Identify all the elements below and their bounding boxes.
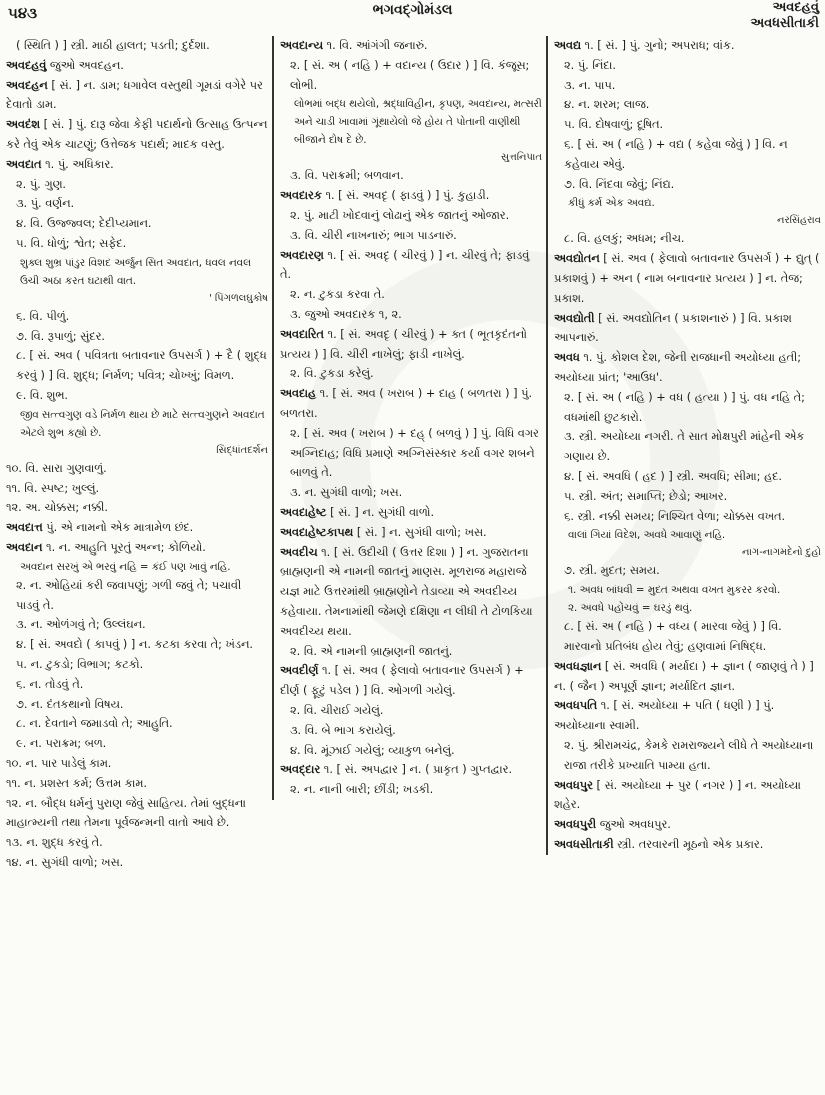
citation-source bbox=[554, 212, 821, 229]
sense-line bbox=[280, 364, 542, 384]
headword: અવદીર્ણ bbox=[280, 664, 319, 678]
sense-line bbox=[554, 561, 821, 581]
definition-text: ૫. ન. ટુકડો; વિભાગ; કટકો. bbox=[16, 657, 144, 671]
sense-line bbox=[280, 424, 542, 483]
dictionary-entry bbox=[554, 249, 821, 308]
sense-line bbox=[6, 576, 268, 616]
definition-text: ૧. [ સં. અવદૃ ( ફાડવું ) ] પું. કુહાડી. bbox=[321, 189, 490, 203]
headword: અવદ્ય bbox=[554, 39, 581, 52]
sense-line bbox=[6, 695, 268, 715]
definition-text: ૬. [ સં. અ ( નહિ ) + વદ્ય ( કહેવા જેવું ) ] વિ. ન કહેવાય એવું. bbox=[564, 137, 788, 171]
sense-line bbox=[6, 754, 268, 774]
definition-text: ૨. અવધે પહોંચવું = ઘરડું થવું. bbox=[568, 602, 693, 615]
headword: અવધપુર bbox=[554, 778, 593, 792]
definition-text: ૫. વિ. ધોળું; શ્વેત; સફેદ. bbox=[16, 236, 127, 250]
definition-text: [ સં. અવદ્યોતિન ( પ્રકાશનારું ) ] વિ. પ્રકાશ આપનારું. bbox=[554, 311, 792, 345]
dictionary-entry bbox=[280, 246, 542, 286]
headword: અવધ bbox=[554, 351, 580, 365]
sense-line bbox=[554, 115, 821, 135]
definition-text: ૧૦. વિ. સારા ગુણવાળું. bbox=[6, 461, 107, 475]
definition-text: ૭. વિ. નિંદવા જેવું; નિંદ્ય. bbox=[564, 177, 675, 191]
sense-line bbox=[554, 95, 821, 115]
column-2 bbox=[272, 36, 546, 800]
definition-text: ૩. પું. વર્ણન. bbox=[16, 197, 75, 211]
definition-text: ૨. પું. માટી ખોદવાનું લોઢાનું એક જાતનું ઓજાર. bbox=[290, 208, 510, 222]
definition-text: ૭. વિ. રૂપાળું; સુંદર. bbox=[16, 329, 106, 343]
definition-text: ૮. વિ. હલકું; અધમ; નીચ. bbox=[564, 232, 685, 246]
definition-text: ૧. [ સં. અવ ( ફેલાવો બતાવનાર ઉપસર્ગ ) + દીર્ણ ( ફૂટું પડેલ ) ] વિ. ઓગળી ગયેલું. bbox=[280, 664, 524, 698]
definition-text: ૩. ન. સુગંધી વાળો; ખસ. bbox=[290, 486, 403, 500]
sense-line bbox=[6, 675, 268, 695]
headword: અવદારક bbox=[280, 189, 322, 203]
definition-text: નરસિંહરાવ bbox=[777, 215, 821, 227]
citation-quote bbox=[6, 406, 268, 442]
headword: અવદ્યોતી bbox=[554, 311, 595, 325]
sense-line bbox=[6, 714, 268, 734]
definition-text: ૧. પું. અધિકાર. bbox=[41, 157, 114, 171]
definition-text: ૧. [ સં. ઉદીચી ( ઉત્તર દિશા ) ] ન. ગુજરાતના બ્રાહ્મણની એ નામની જાતનું માણસ. મૂળરાજ મહારાજે યજ્ઞ માટે ઉત્તરમાંથી બ્રાહ્મણોને તેડાવ્યા એ અવદીચ્ય કહેવાયા. તેમનામાંથી જેમણે દક્ષિણા ન લીધી તે ટોળકિયા અવદીચ્ય થયા. bbox=[280, 545, 533, 638]
headword: અવદારિત bbox=[280, 327, 324, 341]
sense-line bbox=[280, 226, 542, 246]
sense-line bbox=[280, 483, 542, 503]
definition-text: ૨. પું. નિંદા. bbox=[564, 58, 616, 72]
dictionary-entry bbox=[6, 155, 268, 175]
column-1 bbox=[0, 36, 272, 873]
sense-line bbox=[280, 206, 542, 226]
dictionary-entry bbox=[554, 309, 821, 349]
definition-text: ૧. [ સં. ] પું. ગુનો; અપરાધ; વાંક. bbox=[580, 39, 735, 52]
headword: અવદાન્ય bbox=[280, 39, 323, 52]
dictionary-entry bbox=[554, 657, 821, 697]
headword: અવદાત bbox=[6, 157, 42, 171]
definition-text: ૨. વિ. ટુકડા કરેલું. bbox=[290, 367, 374, 381]
page-header bbox=[0, 0, 825, 36]
book-title: ભગવદ્ગોમંડલ bbox=[372, 2, 453, 18]
definition-text: ' પિંગળલઘુકોષ bbox=[208, 292, 268, 304]
dictionary-entry bbox=[554, 348, 821, 388]
definition-text: ૭. સ્ત્રી. મુદત; સમય. bbox=[564, 564, 660, 578]
sense-line bbox=[554, 76, 821, 96]
definition-text: ૮. [ સં. અવ ( પવિત્રતા બતાવનાર ઉપસર્ગ ) + દૈ ( શુદ્ધ કરવું ) ] વિ. શુદ્ધ; નિર્મળ; પવિત્ર; ચોખ્ખું; વિમળ. bbox=[16, 349, 267, 383]
definition-text: [ સં. અવ ( ફેલાવો બતાવનાર ઉપસર્ગ ) + દ્યુત્ ( પ્રકાશવું ) + અન ( નામ બનાવનાર પ્રત્યય ) ] ન. તેજ; પ્રકાશ. bbox=[554, 252, 820, 305]
definition-text: ૩. વિ. બે ભાગ કરાયેલું. bbox=[290, 723, 396, 737]
citation-quote bbox=[554, 599, 821, 617]
definition-text: ૭. ન. દંતકથાનો વિષય. bbox=[16, 697, 124, 711]
sense-line bbox=[6, 655, 268, 675]
definition-text: ૧. અવધ બાંધવી = મુદત અથવા વખત મુકરર કરવો. bbox=[568, 584, 781, 597]
definition-text: ૩. વિ. પરાક્રમી; બળવાન. bbox=[290, 169, 404, 183]
headword: અવદાહેષ્ટકાપથ bbox=[280, 525, 354, 539]
definition-text: [ સં. ] ન. ડામ; ધગાવેલ વસ્તુથી ગૂમડાં વગેરે પર દેવાતો ડામ. bbox=[6, 78, 263, 112]
sense-line bbox=[6, 214, 268, 234]
definition-text: ૪. ન. શરમ; લાજ. bbox=[564, 98, 650, 112]
definition-text: ૪. [ સં. અવદો ( કાપવું ) ] ન. કટકા કરવા તે; ખંડન. bbox=[16, 638, 253, 652]
dictionary-entry bbox=[280, 543, 542, 642]
definition-text: ૨. પું. શ્રીરામચંદ્ર, કેમકે રામરાજ્યને લીધે તે અયોધ્યાના રાજા તરીકે પ્રખ્યાતિ પામ્યા હતા. bbox=[564, 738, 814, 772]
sense-line bbox=[6, 498, 268, 518]
sense-line bbox=[280, 780, 542, 800]
definition-text: ૩. જુઓ અવદારક ૧, ૨. bbox=[290, 307, 402, 321]
sense-line bbox=[6, 479, 268, 499]
dictionary-entry bbox=[6, 115, 268, 155]
headword: અવદ્યોતન bbox=[554, 252, 600, 266]
citation-quote bbox=[280, 95, 542, 149]
definition-text: જુઓ અવદહન. bbox=[46, 58, 124, 72]
citation-quote bbox=[554, 581, 821, 599]
definition-text: ૮. [ સં. અ ( નહિ ) + વધ્ય ( મારવા જેવું ) ] વિ. મારવાનો પ્રતિબંધ હોય તેવું; હણવામાં નિષિદ્ધ. bbox=[564, 620, 782, 653]
headword: અવદાહેષ્ટ bbox=[280, 505, 327, 519]
page-number: ૫૪૩ bbox=[8, 4, 38, 22]
definition-text: સુત્તનિપાત bbox=[500, 152, 542, 164]
dictionary-entry bbox=[280, 661, 542, 701]
definition-text: [ સં. અયોધ્યા + પુર ( નગર ) ] ન. અયોધ્યા શહેર. bbox=[554, 778, 801, 812]
definition-text: જીવ સત્ત્વગુણ વડે નિર્મળ થાય છે માટે સત્ત્વગુણને અવદાત એટલે શુભ કહ્યો છે. bbox=[20, 408, 265, 439]
sense-line bbox=[554, 617, 821, 657]
sense-line bbox=[6, 346, 268, 386]
headword: અવદાત્ત bbox=[6, 521, 43, 535]
sense-line bbox=[6, 833, 268, 853]
definition-text: ૯. ન. પરાક્રમ; બળ. bbox=[16, 737, 107, 751]
headword: અવદંશ bbox=[6, 118, 40, 132]
definition-text: શુક્લ શુભ્ર પાંડુર વિશદ અર્જુન સિત અવદાત, ધવલ નવલ ઉચી અઠા કરત ઘટાથી વાત. bbox=[20, 256, 251, 287]
definition-text: અવદાન સરખું એ ભરવું નહિ = કંઈ પણ ખાવું નહિ. bbox=[20, 560, 231, 573]
citation-quote bbox=[554, 194, 821, 212]
sense-line bbox=[6, 194, 268, 214]
sense-line bbox=[280, 701, 542, 721]
definition-text: ૬. સ્ત્રી. નક્કી સમય; નિશ્ચિત વેળા; ચોક્કસ વખત. bbox=[564, 509, 786, 523]
dictionary-entry bbox=[280, 186, 542, 206]
sense-line bbox=[6, 175, 268, 195]
sense-line bbox=[6, 459, 268, 479]
sense-line bbox=[6, 794, 268, 834]
definition-text: ૧૪. ન. સુગંધી વાળો; ખસ. bbox=[6, 855, 124, 869]
headword: અવદહવું bbox=[6, 58, 47, 72]
headword: અવધસીતાકી bbox=[554, 837, 614, 851]
headword: અવધજ્ઞાન bbox=[554, 659, 602, 673]
definition-text: ૫. સ્ત્રી. અંત; સમાપ્તિ; છેડો; આખર. bbox=[564, 489, 728, 503]
definition-text: ૧૨. અ. ચોક્કસ; નક્કી. bbox=[6, 501, 109, 515]
headword: અવધપતિ bbox=[554, 699, 598, 713]
definition-text: ૨. ન. ટુકડા કરવા તે. bbox=[290, 288, 385, 302]
sense-line bbox=[280, 56, 542, 96]
dictionary-entry bbox=[554, 776, 821, 816]
sense-line bbox=[554, 135, 821, 175]
definition-text: ૨. પું. ગુણ. bbox=[16, 177, 67, 191]
guide-words bbox=[750, 0, 819, 32]
definition-text: [ સં. ] ન. સુગંધી વાળો; ખસ. bbox=[353, 525, 487, 539]
definition-text: કીધું કર્મ એક અવદ્ય. bbox=[568, 197, 655, 210]
sense-line bbox=[6, 853, 268, 873]
definition-text: ૫. વિ. દોષવાળું; દૂષિત. bbox=[564, 118, 664, 132]
definition-text: ૧૩. ન. શુદ્ધ કરવું તે. bbox=[6, 836, 103, 850]
definition-text: ૮. ન. દેવતાને જમાડવો તે; આહુતિ. bbox=[16, 717, 173, 731]
sense-line bbox=[6, 635, 268, 655]
dictionary-entry bbox=[6, 56, 268, 76]
headword: અવદહન bbox=[6, 78, 48, 92]
sense-line bbox=[280, 166, 542, 186]
definition-text: ૧૦. ન. પાર પાડેલું કામ. bbox=[6, 756, 112, 770]
definition-text: ૧. [ સં. અયોધ્યા + પતિ ( ધણી ) ] પું. અયોધ્યાના સ્વામી. bbox=[554, 699, 775, 733]
dictionary-entry bbox=[6, 76, 268, 116]
dictionary-entry bbox=[554, 696, 821, 736]
citation-source bbox=[6, 290, 268, 307]
sense-line bbox=[554, 388, 821, 428]
sense-line bbox=[6, 234, 268, 254]
dictionary-columns bbox=[0, 36, 825, 1095]
definition-text: ૧. [ સં. અવદૃ ( ચીરવું ) + ક્ત ( ભૂતકૃદંતનો પ્રત્યય ) ] વિ. ચીરી નાખેલું; ફાડી નાખેલું. bbox=[280, 327, 527, 361]
sense-line bbox=[6, 307, 268, 327]
headword: અવધપુરી bbox=[554, 818, 597, 832]
sense-line bbox=[554, 487, 821, 507]
sense-line bbox=[554, 467, 821, 487]
definition-text: ૪. [ સં. અવધિ ( હદ ) ] સ્ત્રી. અવધિ; સીમા; હદ. bbox=[564, 469, 783, 483]
definition-text: લોભમાં બદ્ધ થયેલો, શ્રદ્ધાવિહીન, કૃપણ, અવદાન્ય, મત્સરી અને ચાડી ખાવામાં ગૂંથાયેલો જે હોય તે પોતાની વાણીથી બીજાને દોષ દે છે. bbox=[294, 98, 542, 147]
definition-text: ૧. પું. કોશલ દેશ, જેની રાજધાની અયોધ્યા હતી; અયોધ્યા પ્રાંત; 'આઉધ'. bbox=[554, 351, 802, 384]
definition-text: ૩. સ્ત્રી. અયોધ્યા નગરી. તે સાત મોક્ષપુરી માંહેની એક ગણાય છે. bbox=[564, 430, 805, 464]
dictionary-entry bbox=[280, 384, 542, 424]
definition-text: ૨. [ સં. અ ( નહિ ) + વદાન્ય ( ઉદાર ) ] વિ. કંજૂસ; લોભી. bbox=[290, 58, 530, 92]
dictionary-entry bbox=[554, 835, 821, 855]
sense-line bbox=[6, 615, 268, 635]
definition-text: ૨. ન. નાની બારી; છીંડી; ખડકી. bbox=[290, 783, 434, 797]
definition-text: સ્ત્રી. તરવારની મૂઠનો એક પ્રકાર. bbox=[613, 837, 764, 851]
definition-text: ૨. ન. ઓહિયાં કરી જવાપણું; ગળી જવું તે; પચાવી પાડવું તે. bbox=[16, 578, 242, 612]
definition-text: ૧. [ સં. અવ ( ખરાબ ) + દાહ ( બળતરા ) ] પું. બળતરા. bbox=[280, 387, 533, 420]
sense-line bbox=[6, 774, 268, 794]
headword: અવદાહ bbox=[280, 387, 317, 401]
definition-text: ૨. [ સં. અ ( નહિ ) + વધ ( હત્યા ) ] પું. વધ નહિ તે; વધમાંથી છુટકારો. bbox=[564, 390, 805, 424]
definition-text: પું. એ નામનો એક માત્રામેળ છંદ. bbox=[42, 521, 194, 535]
sense-line bbox=[554, 56, 821, 76]
definition-text: ૪. વિ. મૂંઝાઈ ગયેલું; વ્યાકુળ બનેલું. bbox=[290, 743, 455, 757]
sense-line bbox=[554, 507, 821, 527]
definition-text: ૯. વિ. શુભ. bbox=[16, 388, 68, 402]
definition-text: ૧. [ સં. અપદ્વાર ] ન. ( પ્રાકૃત ) ગુપ્તદ્વાર. bbox=[320, 763, 513, 777]
dictionary-entry bbox=[280, 325, 542, 365]
sense-line bbox=[280, 721, 542, 741]
sense-line bbox=[280, 285, 542, 305]
dictionary-entry bbox=[280, 523, 542, 543]
definition-text: વાલાં ગિયાં વિદેશ, અવધે આવાણું નહિ. bbox=[568, 529, 726, 542]
headword: અવદાન bbox=[6, 540, 43, 554]
definition-text: ૨. વિ. ચીરાઈ ગયેલું. bbox=[290, 703, 384, 717]
definition-text: ૧૨. ન. બૌદ્ધ ધર્મનું પુરાણ જેવું સાહિત્ય. તેમાં બુદ્ધના માહાત્મ્યની તથા તેમના પૂર્વજન્મની વાતો આવે છે. bbox=[6, 796, 246, 830]
citation-quote bbox=[6, 254, 268, 290]
citation-source bbox=[554, 544, 821, 561]
dictionary-entry bbox=[280, 36, 542, 56]
definition-text: સિદ્ધાંતદર્શન bbox=[216, 444, 268, 456]
citation-quote bbox=[554, 526, 821, 544]
sense-line bbox=[6, 36, 268, 56]
headword: અવદીચ bbox=[280, 545, 318, 559]
sense-line bbox=[6, 386, 268, 406]
sense-line bbox=[280, 741, 542, 761]
definition-text: ૬. ન. તોડવું તે. bbox=[16, 677, 84, 691]
definition-text: [ સં. ] ન. સુગંધી વાળો. bbox=[326, 505, 435, 519]
guide-word-last: અવધસીતાકી bbox=[750, 16, 819, 31]
sense-line bbox=[554, 427, 821, 467]
sense-line bbox=[554, 229, 821, 249]
dictionary-entry bbox=[554, 36, 821, 56]
headword: અવદારણ bbox=[280, 248, 324, 262]
headword: અવદ્દાર bbox=[280, 763, 321, 777]
definition-text: નાગ-નાગમદેનો દુહો bbox=[742, 547, 821, 559]
definition-text: ૩. ન. પાપ. bbox=[564, 78, 616, 92]
definition-text: ૬. વિ. પીળું. bbox=[16, 309, 70, 323]
definition-text: ૩. વિ. ચીરી નાખનારું; ભાગ પાડનારું. bbox=[290, 228, 457, 242]
citation-quote bbox=[6, 558, 268, 576]
definition-text: ૧. વિ. આંગંગી જનારું. bbox=[322, 39, 428, 52]
column-3 bbox=[546, 36, 825, 855]
sense-line bbox=[6, 734, 268, 754]
definition-text: ૩. ન. ઓળંગવું તે; ઉલ્લંઘન. bbox=[16, 618, 146, 632]
sense-line bbox=[554, 736, 821, 776]
definition-text: જુઓ અવધપુર. bbox=[596, 818, 671, 832]
definition-text: ૧૧. ન. પ્રશસ્ત કર્મ; ઉત્તમ કામ. bbox=[6, 776, 147, 790]
citation-source bbox=[6, 442, 268, 459]
sense-line bbox=[554, 175, 821, 195]
sense-line bbox=[280, 305, 542, 325]
guide-word-first: અવદહવું bbox=[772, 0, 819, 15]
dictionary-entry bbox=[280, 760, 542, 780]
definition-text: ૨. વિ. એ નામની બ્રાહ્મણની જાતનું. bbox=[290, 644, 453, 658]
definition-text: [ સં. અવધિ ( મર્યાદા ) + જ્ઞાન ( જાણવું તે ) ] ન. ( જૈન ) અપૂર્ણ જ્ઞાન; મર્યાદિત જ્ઞાન. bbox=[554, 659, 814, 693]
definition-text: ૧. [ સં. અવદૃ ( ચીરવું ) ] ન. ચીરવું તે; ફાડવું તે. bbox=[280, 248, 530, 282]
dictionary-entry bbox=[6, 538, 268, 558]
sense-line bbox=[280, 642, 542, 662]
citation-source bbox=[280, 149, 542, 166]
dictionary-entry bbox=[554, 815, 821, 835]
dictionary-entry bbox=[280, 503, 542, 523]
definition-text: ૨. [ સં. અવ ( ખરાબ ) + દહ્ ( બળવું ) ] પું. વિધિ વગર અગ્નિદાહ; વિધિ પ્રમાણે અગ્નિસંસ્કાર કર્યા વગર શબને બાળવું તે. bbox=[290, 426, 539, 480]
sense-line bbox=[6, 327, 268, 347]
definition-text: [ સં. ] પું. દારૂ જેવા કેફી પદાર્થનો ઉત્સાહ ઉત્પન્ન કરે તેવું એક ચાટણું; ઉત્તેજક પદાર્થ; માદક વસ્તુ. bbox=[6, 118, 268, 151]
definition-text: ૪. વિ. ઉજ્જ્વલ; દેદીપ્યમાન. bbox=[16, 217, 152, 231]
definition-text: ( સ્થિતિ ) ] સ્ત્રી. માઠી હાલત; પડતી; દુર્દશા. bbox=[16, 39, 210, 52]
definition-text: ૧૧. વિ. સ્પષ્ટ; ખુલ્લું. bbox=[6, 481, 100, 495]
definition-text: ૧. ન. આહુતિ પૂરતું અન્ન; કોળિયો. bbox=[42, 540, 206, 554]
dictionary-entry bbox=[6, 518, 268, 538]
